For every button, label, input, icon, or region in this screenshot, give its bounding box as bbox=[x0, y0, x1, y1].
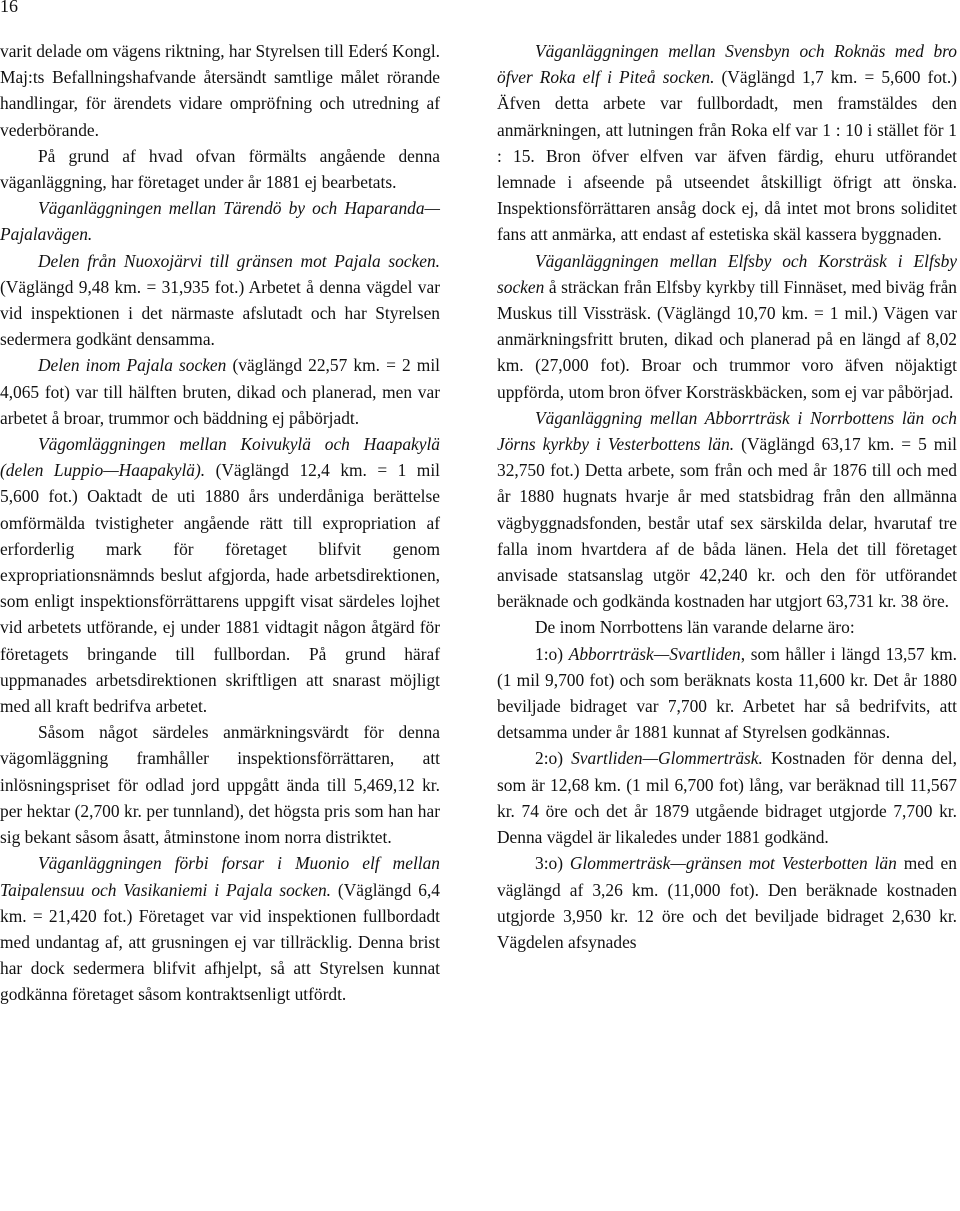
paragraph bbox=[0, 352, 440, 431]
paragraph bbox=[497, 405, 957, 615]
body-text: Kostnaden för denna del, som är 12,68 km. (1 mil 6,700 fot) lång, var beräknad till 11,567 kr. 74 öre och det år 1879 utgående bidraget utgjorde 7,700 kr. Denna vägdel är likaledes under 1881 godkänd. bbox=[497, 748, 957, 848]
body-text: (Väglängd 6,4 km. = 21,420 fot.) Företaget var vid inspektionen fullbordadt med undantag af, att grusningen ej var tillräcklig. Denna brist har dock sedermera blifvit afhjelpt, så att Styrelsen kunnat godkänna företaget såsom kontraktsenligt utfördt. bbox=[0, 879, 440, 1005]
page-number: 16 bbox=[0, 0, 18, 16]
italic-text: Vägomläggningen mellan Koivukylä och Haapakylä (delen Luppio—Haapakylä). bbox=[0, 434, 440, 481]
paragraph bbox=[497, 38, 957, 248]
italic-text: Väganläggningen mellan Svensbyn och Roknäs med bro öfver Roka elf i Piteå socken. bbox=[497, 41, 957, 88]
paragraph bbox=[0, 248, 440, 353]
left-column bbox=[0, 38, 440, 1008]
paragraph bbox=[497, 248, 957, 405]
paragraph bbox=[0, 195, 440, 247]
italic-text: Väganläggningen förbi forsar i Muonio elf mellan Taipalensuu och Vasikaniemi i Pajala socken. bbox=[0, 853, 440, 900]
body-text: 3:o) bbox=[535, 853, 570, 874]
italic-text: Väganläggning mellan Abborrträsk i Norrbottens län och Jörns kyrkby i Vesterbottens län. bbox=[497, 407, 957, 455]
italic-text: Abborrträsk—Svartliden bbox=[568, 643, 741, 664]
paragraph bbox=[0, 143, 440, 195]
body-text: De inom Norrbottens län varande delarne äro: bbox=[535, 617, 855, 638]
body-text: å sträckan från Elfsby kyrkby till Finnäset, med biväg från Muskus till Vissträsk. (Väglängd 10,70 km. = 1 mil.) Vägen var anmärkningsfritt bruten, dikad och planerad på en längd af 8,02 km. (27,000 fot). Broar och trummor voro äfven nöjaktigt uppförda, utom bron öfver Korsträskbäcken, som ej var påbörjad. bbox=[497, 276, 957, 402]
body-text: (väglängd 22,57 km. = 2 mil 4,065 fot) var till hälften bruten, dikad och planerad, men var arbetet å broar, trummor och bäddning ej påbörjadt. bbox=[0, 355, 440, 428]
body-text: (Väglängd 63,17 km. = 5 mil 32,750 fot.) Detta arbete, som från och med år 1876 till och med år 1880 hugnats hvarje år med statsbidrag från den allmänna vägbyggnadsfonden, består utaf sex särskilda delar, hvarutaf tre falla inom hvartdera af de båda länen. Hela det till företaget anvisade statsanslag utgör 42,240 kr. och den för utförandet beräknade och godkända kostnaden har utgjort 63,731 kr. 38 öre. bbox=[497, 434, 957, 612]
italic-text: Delen från Nuoxojärvi till gränsen mot Pajala socken. bbox=[38, 250, 440, 271]
body-text: Såsom något särdeles anmärkningsvärdt för denna vägomläggning framhåller inspektionsförrättaren, att inlösningspriset för odlad jord uppgått ända till 5,469,12 kr. per hektar (2,700 kr. per tunnland), det högsta pris som han har sig bekant såsom åsatt, åtminstone inom norra distriktet. bbox=[0, 722, 440, 848]
body-text: (Väglängd 1,7 km. = 5,600 fot.) Äfven detta arbete var fullbordadt, men framstäldes den anmärkningen, att lutningen från Roka elf var 1 : 10 i stället för 1 : 15. Bron öfver elfven var äfven färdig, ehuru utförandet lemnade i afseende på utseendet åtskilligt öfrigt att önska. Inspektionsförrättaren ansåg dock ej, då intet mot brons soliditet fans att anmärka, att endast af estetiska skäl kassera byggnaden. bbox=[497, 67, 957, 245]
paragraph bbox=[497, 745, 957, 850]
italic-text: Delen inom Pajala socken bbox=[38, 355, 227, 376]
paragraph bbox=[497, 614, 957, 640]
italic-text: Glommerträsk—gränsen mot Vesterbotten län bbox=[569, 853, 897, 874]
body-text: med en väglängd af 3,26 km. (11,000 fot). Den beräknade kostnaden utgjorde 3,950 kr. 12 öre och det beviljade bidraget 2,630 kr. Vägdelen afsynades bbox=[497, 853, 957, 952]
paragraph bbox=[0, 719, 440, 850]
body-text: 2:o) bbox=[535, 748, 572, 769]
body-text: varit delade om vägens riktning, har Styrelsen till Ederś Kongl. Maj:ts Befallningshafvande återsändt samtlige målet rörande handlingar, för ärendets vidare ompröfning och utredning af vederbörande. bbox=[0, 41, 440, 140]
body-text: På grund af hvad ofvan förmälts angående denna väganläggning, har företaget under år 1881 ej bearbetats. bbox=[0, 145, 440, 193]
paragraph bbox=[497, 850, 957, 955]
italic-text: Svartliden—Glommerträsk. bbox=[571, 748, 763, 769]
paragraph bbox=[0, 431, 440, 719]
italic-text: Väganläggningen mellan Elfsby och Korsträsk i Elfsby socken bbox=[497, 250, 957, 297]
body-text: (Väglängd 12,4 km. = 1 mil 5,600 fot.) Oaktadt de uti 1880 års underdåniga berättelse omförmälda tvistigheter angående rätt till expropriation af erforderlig mark för företaget blifvit genom expropriationsnämnds beslut afgjorda, hade arbetsdirektionen, som enligt inspektionsförrättarens uppgift visat särdeles lojhet vid arbetets utförande, ej under 1881 vidtagit någon åtgärd för företagets bringande till fullbordan. På grund häraf uppmanades arbetsdirektionen skriftligen att snarast möjligt med all kraft bedrifva arbetet. bbox=[0, 460, 440, 717]
paragraph bbox=[497, 641, 957, 746]
body-text: 1:o) bbox=[535, 643, 569, 664]
paragraph bbox=[0, 38, 440, 143]
body-text: , som håller i längd 13,57 km. (1 mil 9,700 fot) och som beräknats kosta 11,600 kr. Det år 1880 beviljade bidraget var 7,700 kr. Arbetet har så bedrifvits, att detsamma under år 1881 kunnat af Styrelsen godkännas. bbox=[497, 643, 957, 743]
body-text: (Väglängd 9,48 km. = 31,935 fot.) Arbetet å denna vägdel var vid inspektionen i det närmaste afslutadt och har Styrelsen sedermera godkänt densamma. bbox=[0, 276, 440, 350]
paragraph bbox=[0, 850, 440, 1007]
italic-text: Väganläggningen mellan Tärendö by och Haparanda—Pajalavägen. bbox=[0, 198, 440, 245]
right-column bbox=[497, 38, 957, 955]
